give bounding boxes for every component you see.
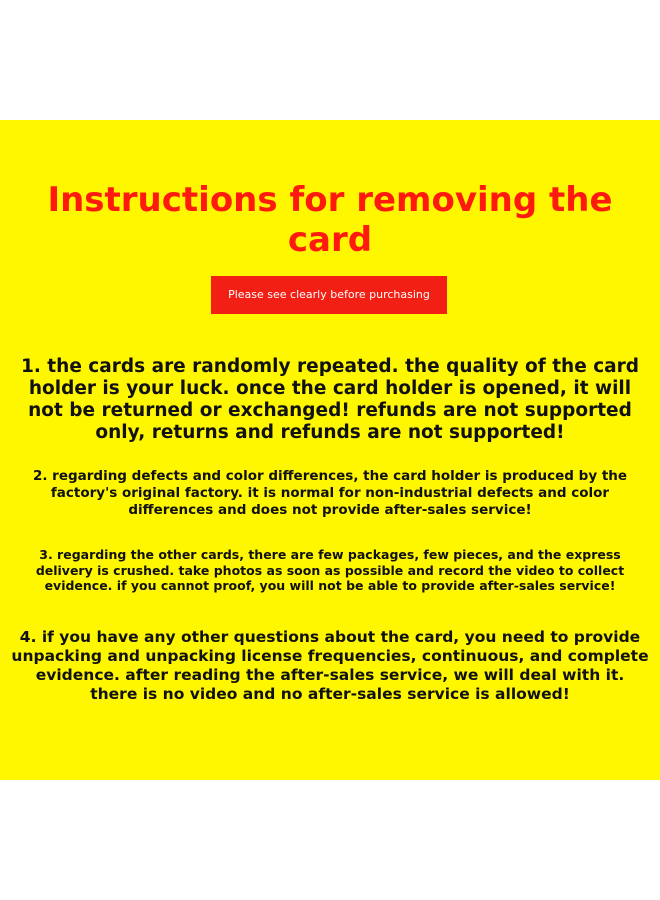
instruction-paragraph-4: 4. if you have any other questions about the card, you need to provide unpacking and unpacking license frequencies, continuous, and complete evidence. after reading the after-sales service, we will deal with it. there is no video and no after-sales service is allowed! [11, 628, 649, 703]
instruction-paragraph-1: 1. the cards are randomly repeated. the quality of the card holder is your luck. once the card holder is opened, it will not be returned or exchanged! refunds are not supported only, returns and refunds are not supported! [20, 356, 640, 443]
instructions-panel [0, 120, 660, 780]
instruction-paragraph-2: 2. regarding defects and color differences, the card holder is produced by the factory's original factory. it is normal for non-industrial defects and color differences and does not provide after-sales service! [32, 468, 628, 518]
instruction-paragraph-3: 3. regarding the other cards, there are few packages, few pieces, and the express delivery is crushed. take photos as soon as possible and record the video to collect evidence. if you cannot proof, you will not be able to provide after-sales service! [35, 547, 625, 593]
page-title: Instructions for removing the card [47, 180, 613, 260]
purchase-notice-badge: Please see clearly before purchasing [211, 276, 447, 314]
